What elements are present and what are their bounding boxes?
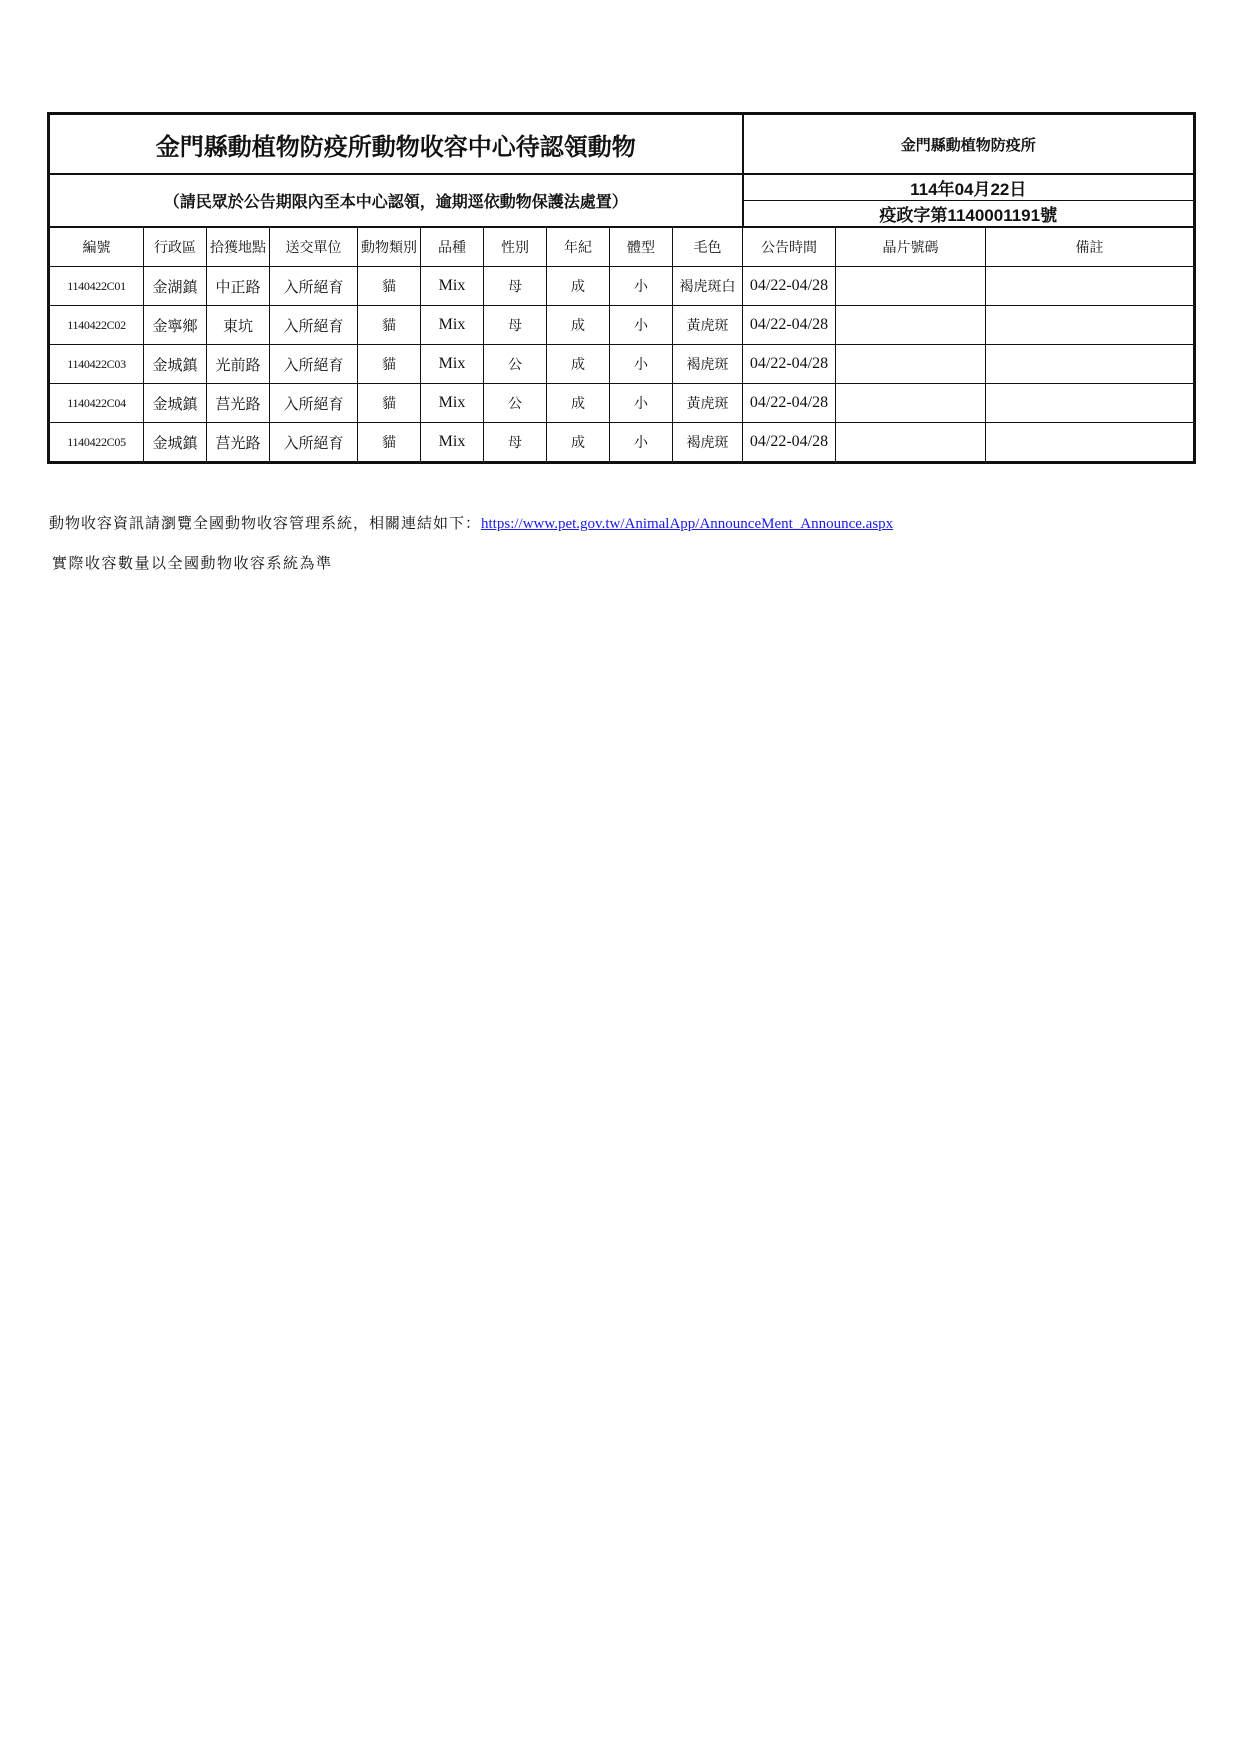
announcement-table	[47, 112, 1196, 464]
cell-age: 成	[547, 306, 610, 345]
cell-district: 金城鎮	[144, 384, 207, 423]
table-header-row	[49, 227, 1195, 267]
cell-color: 黃虎斑	[673, 384, 743, 423]
cell-id: 1140422C05	[49, 423, 144, 463]
cell-location: 莒光路	[207, 423, 270, 463]
cell-sex: 母	[484, 267, 547, 306]
announcement-sheet	[47, 112, 1193, 464]
cell-remark	[986, 267, 1195, 306]
table-row	[49, 345, 1195, 384]
cell-breed: Mix	[421, 306, 484, 345]
table-row	[49, 267, 1195, 306]
cell-age: 成	[547, 384, 610, 423]
document-number: 疫政字第1140001191號	[743, 201, 1195, 228]
cell-size: 小	[610, 423, 673, 463]
cell-id: 1140422C03	[49, 345, 144, 384]
cell-period: 04/22-04/28	[743, 345, 836, 384]
column-header: 編號	[49, 227, 144, 267]
cell-district: 金城鎮	[144, 345, 207, 384]
cell-sex: 公	[484, 384, 547, 423]
page-title: 金門縣動植物防疫所動物收容中心待認領動物	[49, 114, 743, 175]
column-header: 備註	[986, 227, 1195, 267]
column-header: 年紀	[547, 227, 610, 267]
cell-unit: 入所絕育	[270, 345, 358, 384]
cell-animal: 貓	[358, 423, 421, 463]
cell-period: 04/22-04/28	[743, 267, 836, 306]
cell-age: 成	[547, 345, 610, 384]
cell-breed: Mix	[421, 423, 484, 463]
cell-remark	[986, 384, 1195, 423]
cell-chip	[836, 423, 986, 463]
cell-animal: 貓	[358, 267, 421, 306]
table-row	[49, 306, 1195, 345]
cell-size: 小	[610, 267, 673, 306]
cell-sex: 母	[484, 306, 547, 345]
cell-color: 褐虎斑	[673, 345, 743, 384]
cell-age: 成	[547, 267, 610, 306]
cell-unit: 入所絕育	[270, 306, 358, 345]
cell-district: 金寧鄉	[144, 306, 207, 345]
cell-period: 04/22-04/28	[743, 384, 836, 423]
cell-size: 小	[610, 384, 673, 423]
cell-id: 1140422C01	[49, 267, 144, 306]
cell-color: 褐虎斑	[673, 423, 743, 463]
cell-breed: Mix	[421, 267, 484, 306]
announcement-date: 114年04月22日	[743, 174, 1195, 201]
column-header: 送交單位	[270, 227, 358, 267]
cell-chip	[836, 306, 986, 345]
notice-text: （請民眾於公告期限內至本中心認領，逾期逕依動物保護法處置）	[49, 174, 743, 227]
table-row	[49, 423, 1195, 463]
cell-location: 光前路	[207, 345, 270, 384]
cell-remark	[986, 345, 1195, 384]
cell-size: 小	[610, 345, 673, 384]
cell-chip	[836, 345, 986, 384]
cell-location: 東坑	[207, 306, 270, 345]
cell-chip	[836, 384, 986, 423]
cell-sex: 公	[484, 345, 547, 384]
cell-color: 褐虎斑白	[673, 267, 743, 306]
cell-remark	[986, 423, 1195, 463]
cell-animal: 貓	[358, 306, 421, 345]
cell-breed: Mix	[421, 345, 484, 384]
cell-district: 金城鎮	[144, 423, 207, 463]
cell-unit: 入所絕育	[270, 423, 358, 463]
cell-id: 1140422C04	[49, 384, 144, 423]
info-note	[49, 512, 893, 533]
info-note-text: 動物收容資訊請瀏覽全國動物收容管理系統，相關連結如下：	[49, 514, 482, 532]
cell-district: 金湖鎮	[144, 267, 207, 306]
cell-chip	[836, 267, 986, 306]
column-header: 公告時間	[743, 227, 836, 267]
pet-system-link[interactable]: https://www.pet.gov.tw/AnimalApp/AnnounceMent_Announce.aspx	[481, 516, 894, 532]
cell-size: 小	[610, 306, 673, 345]
cell-breed: Mix	[421, 384, 484, 423]
column-header: 行政區	[144, 227, 207, 267]
cell-animal: 貓	[358, 384, 421, 423]
column-header: 毛色	[673, 227, 743, 267]
cell-location: 中正路	[207, 267, 270, 306]
cell-unit: 入所絕育	[270, 267, 358, 306]
cell-animal: 貓	[358, 345, 421, 384]
column-header: 拾獲地點	[207, 227, 270, 267]
cell-period: 04/22-04/28	[743, 423, 836, 463]
count-note: 實際收容數量以全國動物收容系統為準	[52, 554, 333, 572]
cell-remark	[986, 306, 1195, 345]
cell-location: 莒光路	[207, 384, 270, 423]
column-header: 動物類別	[358, 227, 421, 267]
cell-age: 成	[547, 423, 610, 463]
cell-color: 黃虎斑	[673, 306, 743, 345]
column-header: 體型	[610, 227, 673, 267]
table-row	[49, 384, 1195, 423]
agency-name: 金門縣動植物防疫所	[743, 114, 1195, 175]
cell-sex: 母	[484, 423, 547, 463]
cell-unit: 入所絕育	[270, 384, 358, 423]
column-header: 品種	[421, 227, 484, 267]
cell-id: 1140422C02	[49, 306, 144, 345]
cell-period: 04/22-04/28	[743, 306, 836, 345]
column-header: 晶片號碼	[836, 227, 986, 267]
column-header: 性別	[484, 227, 547, 267]
